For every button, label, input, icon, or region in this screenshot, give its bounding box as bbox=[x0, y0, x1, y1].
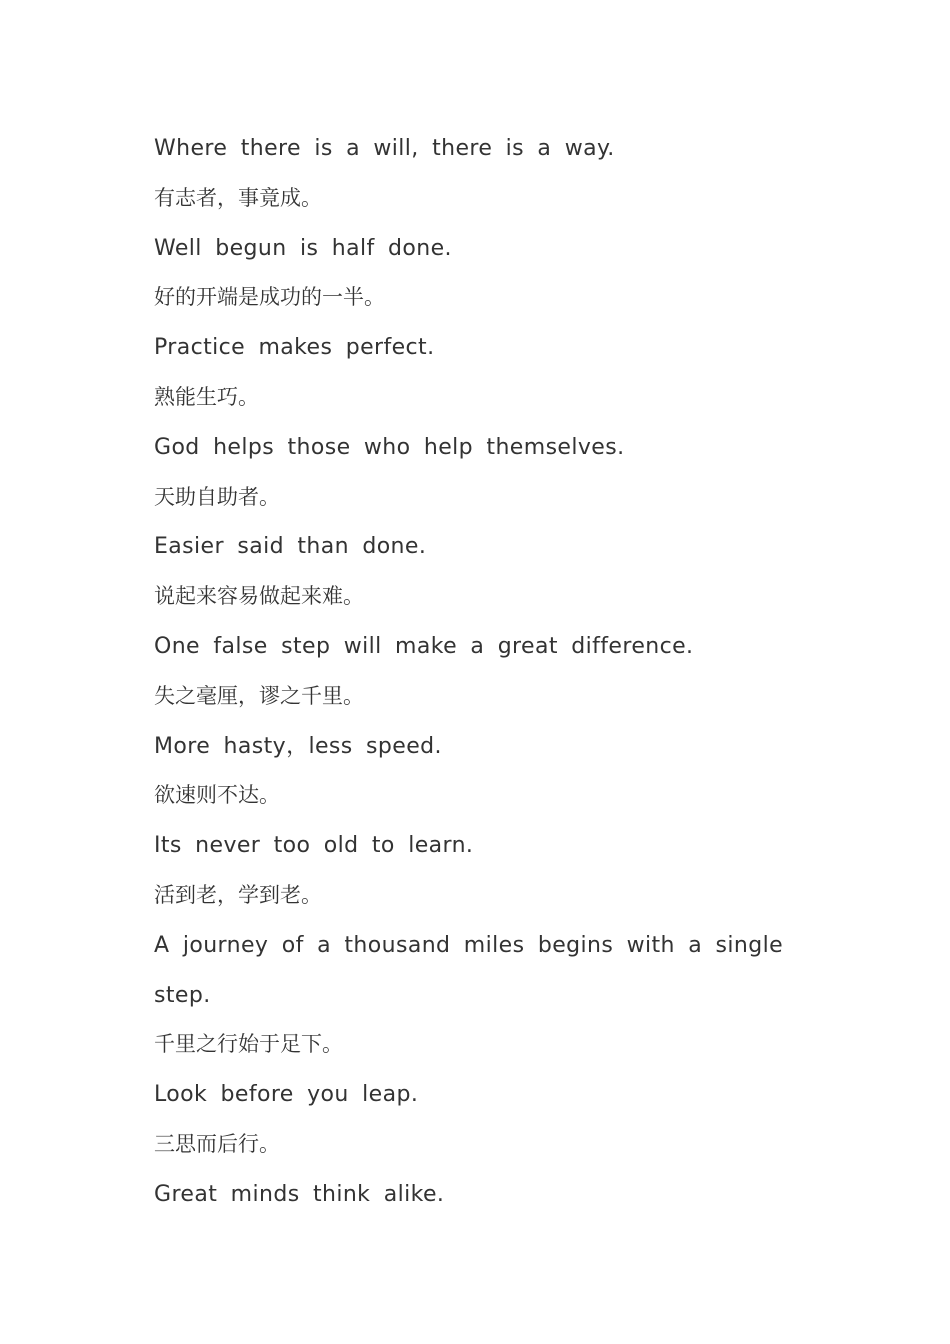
proverb-chinese: 活到老，学到老。 bbox=[154, 882, 322, 907]
proverb-chinese: 三思而后行。 bbox=[154, 1131, 280, 1156]
proverb-chinese: 失之毫厘，谬之千里。 bbox=[154, 683, 364, 708]
proverb-english: A journey of a thousand miles begins with a single bbox=[154, 932, 784, 958]
proverb-english: Where there is a will, there is a way. bbox=[154, 136, 615, 161]
proverb-english: Easier said than done. bbox=[154, 534, 427, 560]
proverb-english-continuation: step. bbox=[154, 982, 211, 1008]
proverb-chinese: 说起来容易做起来难。 bbox=[154, 584, 364, 609]
proverb-english: More hasty，less speed. bbox=[154, 733, 442, 759]
proverb-chinese: 天助自助者。 bbox=[154, 484, 280, 509]
proverb-english: One false step will make a great difference. bbox=[154, 633, 694, 659]
proverb-chinese: 好的开端是成功的一半。 bbox=[154, 285, 385, 310]
proverb-english: Its never too old to learn. bbox=[154, 833, 474, 859]
proverb-chinese: 有志者，事竟成。 bbox=[154, 185, 322, 210]
proverb-english: Well begun is half done. bbox=[154, 235, 452, 261]
proverb-english: Look before you leap. bbox=[154, 1082, 419, 1108]
proverb-chinese: 熟能生巧。 bbox=[154, 384, 259, 409]
proverb-english: Great minds think alike. bbox=[154, 1181, 445, 1207]
proverb-chinese: 千里之行始于足下。 bbox=[154, 1032, 343, 1057]
proverb-english: God helps those who help themselves. bbox=[154, 434, 625, 460]
proverb-english: Practice makes perfect. bbox=[154, 335, 435, 361]
proverb-list bbox=[154, 124, 794, 1220]
proverb-chinese: 欲速则不达。 bbox=[154, 783, 280, 808]
